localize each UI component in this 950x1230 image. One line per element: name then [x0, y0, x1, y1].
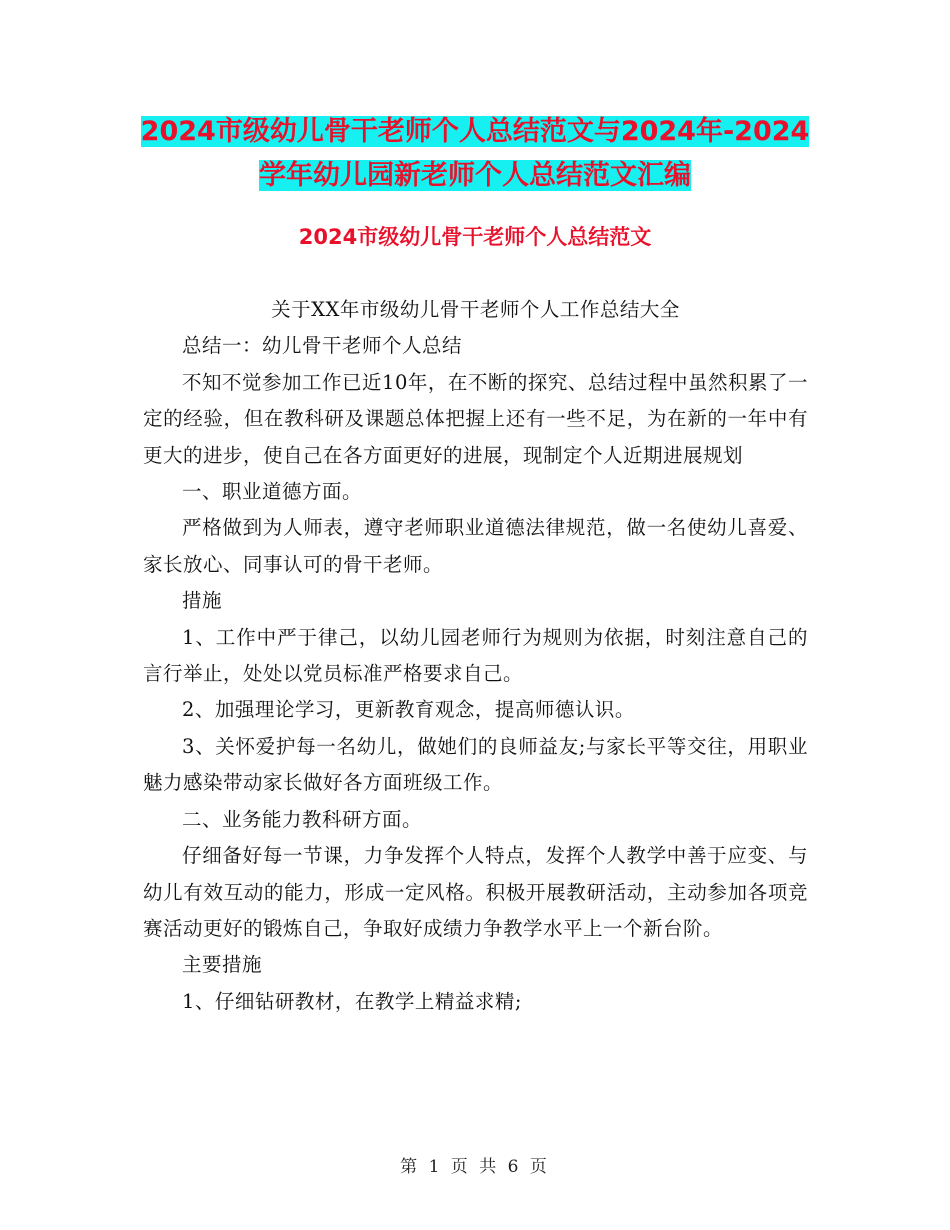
document-body [143, 292, 808, 1020]
document-title [140, 110, 810, 198]
paragraph: 2、加强理论学习，更新教育观念，提高师德认识。 [182, 698, 635, 722]
paragraph: 措施 [182, 589, 223, 613]
paragraph: 一、职业道德方面。 [182, 480, 363, 504]
subtitle-paragraph: 关于XX年市级幼儿骨干老师个人工作总结大全 [271, 298, 680, 321]
paragraph: 总结一：幼儿骨干老师个人总结 [182, 334, 463, 358]
section-title: 2024市级幼儿骨干老师个人总结范文 [298, 225, 652, 249]
paragraph: 3、关怀爱护每一名幼儿，做她们的良师益友;与家长平等交往，用职业魅力感染带动家长做好各方面班级工作。 [143, 734, 808, 795]
paragraph: 1、仔细钻研教材，在教学上精益求精; [182, 989, 522, 1013]
document-title-line-2: 学年幼儿园新老师个人总结范文汇编 [259, 160, 691, 191]
document-title-line-1: 2024市级幼儿骨干老师个人总结范文与2024年-2024 [140, 116, 810, 147]
paragraph: 主要措施 [182, 953, 263, 977]
paragraph: 仔细备好每一节课，力争发挥个人特点，发挥个人教学中善于应变、与幼儿有效互动的能力，形成一定风格。积极开展教研活动，主动参加各项竞赛活动更好的锻炼自己，争取好成绩力争教学水平上一个新台阶。 [143, 844, 808, 940]
paragraph: 1、工作中严于律己，以幼儿园老师行为规则为依据，时刻注意自己的言行举止，处处以党员标准严格要求自己。 [143, 625, 808, 686]
paragraph: 二、业务能力教科研方面。 [182, 807, 423, 831]
paragraph: 严格做到为人师表，遵守老师职业道德法律规范，做一名使幼儿喜爱、家长放心、同事认可的骨干老师。 [143, 516, 808, 576]
page-footer: 第 1 页 共 6 页 [400, 1157, 550, 1177]
paragraph: 不知不觉参加工作已近10年，在不断的探究、总结过程中虽然积累了一定的经验，但在教科研及课题总体把握上还有一些不足，为在新的一年中有更大的进步，使自己在各方面更好的进展，现制定个人近期进展规划 [143, 370, 808, 467]
